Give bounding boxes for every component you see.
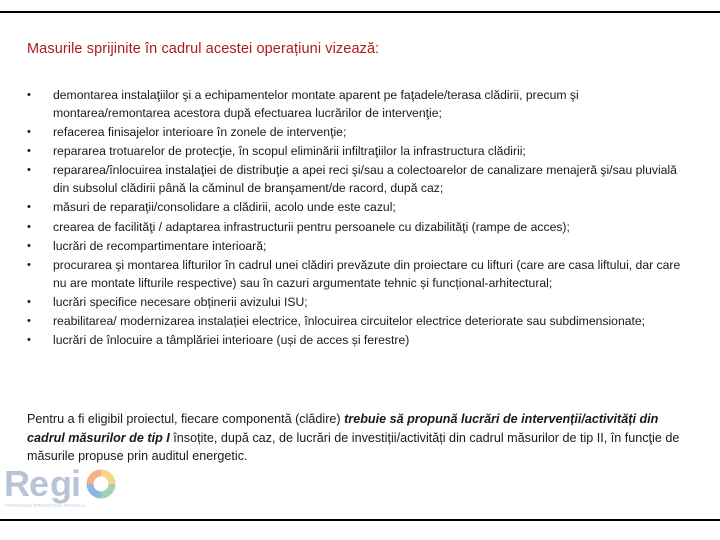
list-item-text: refacerea finisajelor interioare în zonele de intervenţie;: [53, 124, 347, 139]
bullet-marker: •: [27, 315, 31, 328]
bullet-marker: •: [27, 334, 31, 347]
logo-letter-r: R: [4, 463, 30, 504]
list-item-text: procurarea şi montarea lifturilor în cadrul unei clădiri prevăzute din proiectare cu lifturi (care are casa liftului, dar care nu are montate lifturile respective) sau în cazuri argumentate tehnic și funcțional-arhitectural;: [53, 257, 681, 290]
list-item-text: repararea trotuarelor de protecţie, în scopul eliminării infiltraţiilor la infrastructura clădirii;: [53, 144, 526, 159]
eligibility-text-end: însoțite, după caz, de lucrări de investiții/activități din cadrul măsurilor de tip II, în funcţie de măsurile propuse prin auditul energetic.: [27, 430, 680, 464]
logo-subtitle: PROGRAMUL OPERAȚIONAL REGIONAL: [5, 503, 86, 508]
list-item-text: repararea/înlocuirea instalaţiei de distribuţie a apei reci şi/sau a colectoarelor de canalizare menajeră şi/sau pluvială din subsolul clădirii până la căminul de branşament/de racord, după caz;: [53, 163, 677, 196]
bullet-marker: •: [27, 145, 31, 158]
list-item: [27, 238, 687, 256]
list-item: [27, 162, 687, 198]
list-item-text: crearea de facilităţi / adaptarea infrastructurii pentru persoanele cu dizabilităţi (rampe de acces);: [53, 219, 570, 234]
list-item: [27, 332, 687, 350]
page-title: Masurile sprijinite în cadrul acestei operațiuni vizează:: [27, 41, 380, 57]
logo-letter-i: i: [71, 463, 82, 504]
list-item: [27, 257, 687, 293]
list-item-text: lucrări de recompartimentare interioară;: [53, 238, 267, 253]
list-item-text: măsuri de reparaţii/consolidare a clădirii, acolo unde este cazul;: [53, 200, 396, 215]
bottom-divider: [0, 519, 720, 521]
bullet-marker: •: [27, 164, 31, 177]
measures-list: [27, 87, 687, 351]
list-item: [27, 294, 687, 312]
bullet-marker: •: [27, 239, 31, 252]
logo-letter-g: g: [50, 463, 72, 504]
eligibility-paragraph: [27, 410, 687, 466]
bullet-marker: •: [27, 125, 31, 138]
eligibility-text-start: Pentru a fi eligibil proiectul, fiecare componentă (clădire): [27, 412, 345, 426]
list-item-text: lucrări specifice necesare obținerii avizului ISU;: [53, 294, 308, 309]
list-item: [27, 143, 687, 161]
list-item: [27, 199, 687, 217]
list-item: [27, 313, 687, 331]
top-divider: [0, 11, 720, 13]
bullet-marker: •: [27, 258, 31, 271]
list-item-text: lucrări de înlocuire a tâmplăriei interioare (uși de acces și ferestre): [53, 333, 410, 348]
list-item: [27, 124, 687, 142]
logo-letter-e: e: [29, 463, 50, 504]
logo-ring-icon: [90, 473, 112, 495]
list-item-text: reabilitarea/ modernizarea instalației electrice, înlocuirea circuitelor electrice deteriorate sau subdimensionate;: [53, 314, 646, 329]
bullet-marker: •: [27, 220, 31, 233]
bullet-marker: •: [27, 295, 31, 308]
bullet-marker: •: [27, 201, 31, 214]
list-item: [27, 219, 687, 237]
bullet-marker: •: [27, 89, 31, 101]
list-item-text: demontarea instalaţiilor şi a echipamentelor montate aparent pe faţadele/terasa clădirii, precum şi montarea/remontarea acestora după efectuarea lucrărilor de intervenţie;: [53, 88, 579, 120]
eligibility-emphasis: trebuie să propună lucrări de intervenții/activități din cadrul măsurilor de tip I: [27, 412, 659, 445]
regio-logo: [4, 462, 134, 512]
list-item: [27, 87, 687, 123]
